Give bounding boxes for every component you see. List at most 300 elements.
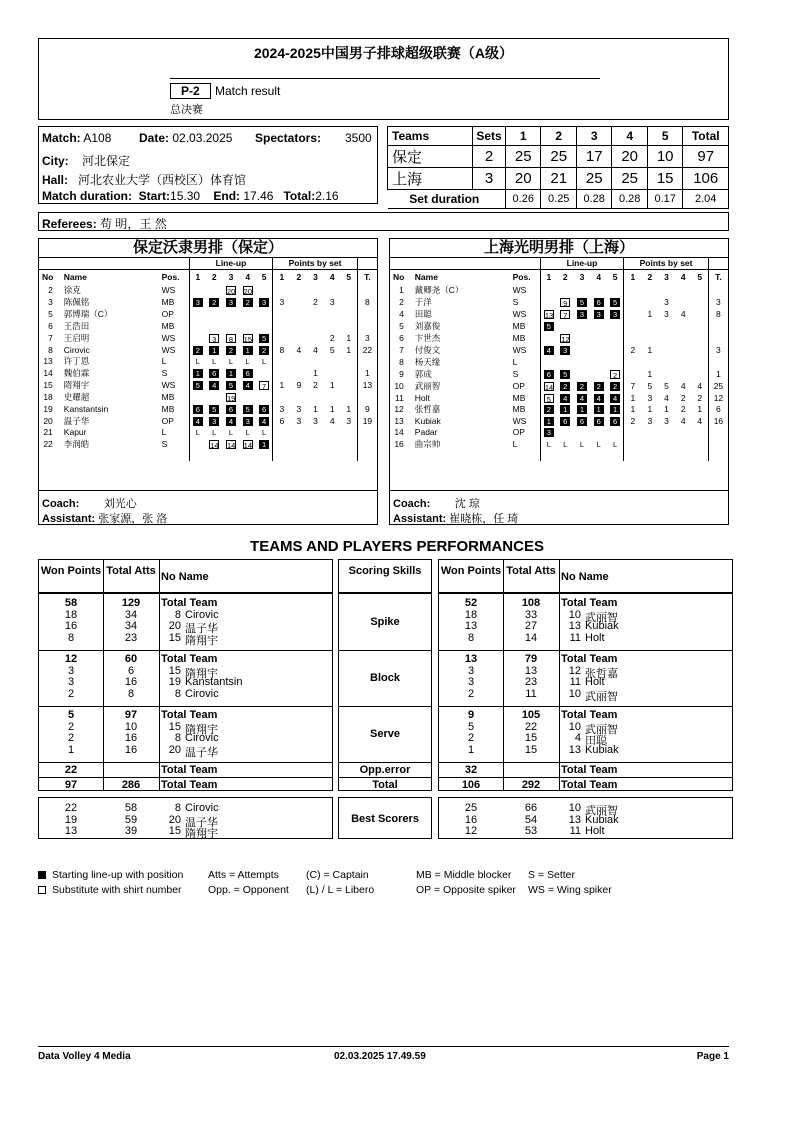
won-points: 52	[464, 597, 478, 609]
player-position: S	[512, 369, 519, 379]
lineup-position: 6	[226, 405, 236, 414]
set-points	[658, 356, 675, 368]
lineup-cell	[223, 332, 240, 344]
team-name: 保定	[388, 146, 473, 168]
won-points: 1	[467, 743, 475, 756]
divider	[339, 777, 431, 778]
lineup-position: 6	[560, 417, 570, 426]
set-points: 3	[329, 297, 335, 307]
player-row	[390, 356, 728, 368]
lineup-cell	[590, 332, 607, 344]
roster-table	[390, 257, 728, 461]
set-points: 2	[313, 297, 318, 307]
lineup-cell	[590, 308, 607, 320]
player-position: WS	[512, 345, 527, 355]
lineup-position: 5	[193, 381, 203, 390]
set-points	[307, 391, 324, 403]
col-lineup-set: 5	[261, 272, 267, 282]
lineup-cell	[206, 355, 223, 367]
lineup-position: 3	[226, 298, 236, 307]
lineup-position: 6	[594, 417, 604, 426]
set-points	[692, 427, 709, 438]
lineup-position: 8	[226, 334, 236, 343]
lineup-cell	[607, 284, 624, 296]
player-total: 1	[357, 367, 377, 379]
set-points	[324, 355, 341, 367]
total-atts: 16	[124, 743, 138, 756]
lineup-position: 2	[544, 405, 554, 414]
player-row	[390, 368, 728, 380]
lineup-cell	[607, 368, 624, 380]
skill-label: Total	[372, 779, 398, 791]
player-position: MB	[512, 333, 526, 343]
player-number: 18	[43, 392, 53, 403]
lineup-cell	[540, 356, 557, 368]
player-name: 戴卿尧（C）	[414, 285, 464, 295]
player-total: 3	[708, 296, 728, 308]
total-atts: 16	[124, 676, 138, 688]
total-atts: 33	[524, 608, 538, 621]
set-points	[658, 427, 675, 438]
lineup-cell	[206, 367, 223, 379]
lineup-cell	[557, 284, 574, 296]
player-row	[390, 296, 728, 308]
set-points	[624, 438, 642, 450]
lineup-position: 9	[560, 298, 570, 307]
lineup-position: 3	[209, 417, 219, 426]
set-points	[692, 296, 709, 308]
set-points	[624, 296, 642, 308]
lineup-position: 2	[610, 382, 620, 391]
lineup-cell	[557, 320, 574, 332]
player-total	[357, 308, 377, 320]
won-points: 5	[67, 709, 75, 721]
set-points	[324, 284, 341, 296]
player-total: 19	[357, 415, 377, 427]
lineup-cell	[590, 438, 607, 450]
total-atts: 60	[124, 653, 138, 665]
set-points	[324, 391, 341, 403]
player-number: 10	[568, 608, 581, 621]
divider	[39, 777, 332, 778]
lineup-position: L	[262, 357, 267, 367]
won-points: 32	[464, 764, 478, 776]
lineup-cell	[189, 403, 206, 414]
player-row	[39, 344, 377, 355]
lineup-cell	[557, 427, 574, 438]
lineup-cell	[557, 403, 574, 415]
lineup-position: 3	[577, 310, 587, 319]
set-points: 4	[680, 415, 686, 426]
set-points: 3	[296, 403, 302, 414]
set-points	[290, 284, 307, 296]
lineup-position: 2	[560, 382, 570, 391]
total-atts-header: Total Atts	[506, 565, 556, 577]
player-row	[39, 296, 377, 308]
set-points: 1	[647, 309, 653, 319]
player-position: MB	[512, 404, 526, 415]
lineup-cell	[607, 380, 624, 392]
lineup-cell	[590, 320, 607, 332]
player-position: WS	[161, 333, 176, 343]
col-points-set: 5	[346, 272, 352, 282]
sets-won: 3	[473, 168, 506, 190]
player-number: 21	[43, 427, 53, 438]
performances-title: TEAMS AND PLAYERS PERFORMANCES	[250, 538, 544, 555]
set-points: 1	[664, 404, 669, 415]
lineup-cell	[223, 284, 240, 296]
set-points: 3	[346, 415, 352, 426]
set-points	[324, 427, 341, 438]
won-points: 9	[467, 709, 475, 721]
lineup-cell	[223, 427, 240, 438]
lineup-position: L	[262, 428, 267, 438]
lineup-cell	[607, 403, 624, 415]
set-points: 4	[680, 309, 686, 319]
player-total: 12	[708, 392, 728, 403]
player-position: MB	[161, 297, 175, 307]
lineup-cell	[607, 356, 624, 368]
header-set-5: 5	[647, 127, 682, 146]
lineup-position: 1	[193, 369, 203, 378]
divider	[559, 560, 560, 592]
lineup-cell	[256, 403, 273, 414]
player-number: 16	[394, 438, 404, 449]
player-row	[390, 392, 728, 403]
player-number: 14	[394, 427, 404, 438]
player-name: Kanstantsin	[63, 403, 109, 414]
lineup-position: 3	[193, 298, 203, 307]
set-points: 1	[313, 403, 318, 414]
match-date: Date: 02.03.2025	[139, 131, 233, 145]
set-points	[675, 368, 692, 380]
set-points	[290, 296, 307, 308]
sets-row-away	[388, 168, 729, 190]
lineup-position: 4	[226, 417, 236, 426]
player-row	[39, 284, 377, 296]
lineup-cell	[223, 403, 240, 414]
player-number: 15	[168, 825, 181, 837]
hall: Hall: 河北农业大学（西校区）体育馆	[42, 173, 247, 187]
set-duration: 0.25	[541, 190, 576, 209]
total-atts: 13	[524, 664, 538, 677]
won-points-header: Won Points	[440, 565, 502, 577]
set-points	[290, 355, 307, 367]
won-points: 3	[67, 664, 75, 677]
player-number: 20	[168, 620, 181, 632]
lineup-position: 1	[243, 346, 253, 355]
player-name: Cirovic	[185, 687, 219, 700]
lineup-cell	[590, 403, 607, 415]
divider	[439, 706, 732, 707]
set-points	[658, 284, 675, 296]
player-row	[39, 367, 377, 379]
player-number: 8	[399, 357, 404, 367]
report-code-badge: P-2	[170, 83, 211, 99]
legend-opp: Opp. = Opponent	[208, 884, 289, 896]
player-name: 郭博瑞（C）	[63, 309, 113, 319]
lineup-cell	[574, 380, 591, 392]
set-points	[273, 367, 291, 379]
set-points	[624, 368, 642, 380]
col-points-set: 1	[273, 270, 291, 285]
set-duration-label: Set duration	[388, 190, 506, 209]
set-duration-row	[388, 190, 729, 209]
player-number: 15	[168, 720, 181, 733]
set-points	[273, 332, 291, 344]
sets-row-home	[388, 146, 729, 168]
set-points	[324, 438, 341, 450]
won-points: 12	[464, 825, 478, 837]
won-points: 25	[464, 802, 478, 814]
lineup-cell	[256, 438, 273, 450]
lineup-cell	[574, 427, 591, 438]
player-name: Cirovic	[185, 732, 219, 744]
lineup-cell	[574, 284, 591, 296]
lineup-position: 6	[594, 298, 604, 307]
total-atts: 16	[124, 732, 138, 744]
lineup-cell	[189, 438, 206, 450]
lineup-cell	[206, 320, 223, 332]
player-position: L	[161, 427, 167, 438]
referees-box	[38, 212, 729, 231]
total-atts: 34	[124, 620, 138, 632]
col-lineup-set: 3	[228, 272, 234, 282]
lineup-cell	[540, 427, 557, 438]
lineup-cell	[223, 391, 240, 403]
set-points: 4	[697, 381, 703, 391]
set-points: 3	[273, 296, 291, 308]
lineup-cell	[540, 320, 557, 332]
player-number: 1	[399, 285, 404, 295]
lineup-cell	[223, 296, 240, 308]
divider	[39, 762, 332, 763]
col-lineup-set: 2	[562, 272, 568, 282]
perf-home-table	[38, 593, 333, 791]
set-duration: 0.17	[647, 190, 682, 209]
lineup-position: 4	[193, 417, 203, 426]
set-points	[675, 427, 692, 438]
set-points	[692, 438, 709, 450]
set-points	[341, 427, 358, 438]
lineup-position: 6	[259, 405, 269, 414]
set-points	[307, 320, 324, 332]
player-name: 田聪	[585, 735, 607, 747]
divider	[339, 706, 431, 707]
open-square-icon	[38, 886, 46, 894]
player-number: 4	[399, 309, 404, 319]
set-points: 1	[346, 403, 352, 414]
set-points	[307, 308, 324, 320]
player-row	[390, 427, 728, 438]
lineup-cell	[557, 380, 574, 392]
set-points: 3	[664, 309, 669, 319]
player-name: Kapur	[63, 427, 87, 438]
player-position: WS	[161, 285, 176, 295]
set-points	[692, 308, 709, 320]
player-position: S	[161, 368, 168, 379]
col-lineup-set: 2	[211, 272, 217, 282]
lineup-cell	[239, 344, 256, 355]
lineup-cell	[239, 403, 256, 414]
lineup-position: 1	[594, 405, 604, 414]
player-total	[708, 284, 728, 296]
player-name: 隋翔宇	[185, 723, 218, 736]
lineup-cell	[590, 344, 607, 356]
lineup-position: 2	[577, 382, 587, 391]
won-points: 13	[464, 653, 478, 665]
player-position: MB	[512, 392, 526, 403]
player-number: 2	[399, 297, 404, 307]
set-points: 4	[664, 392, 669, 403]
player-position: L	[512, 357, 518, 367]
lineup-cell	[557, 392, 574, 403]
match-number: Match: A108	[42, 131, 112, 145]
lineup-position: 1	[259, 440, 269, 449]
lineup-position: 14	[210, 441, 219, 451]
coach: Coach: 沈 琼	[393, 498, 480, 510]
set-points	[341, 284, 358, 296]
player-number: 12	[394, 404, 404, 415]
col-no: No	[42, 272, 54, 282]
no-name-header: No Name	[161, 571, 209, 583]
set-points	[624, 320, 642, 332]
set-points	[658, 344, 675, 356]
player-total: 6	[708, 403, 728, 415]
set-points	[641, 438, 658, 450]
page-title: 2024-2025中国男子排球超级联赛（A级）	[253, 45, 514, 61]
lineup-position: 14	[226, 441, 236, 451]
lineup-cell	[189, 308, 206, 320]
header-set-2: 2	[541, 127, 576, 146]
lineup-position: 4	[544, 346, 554, 355]
set-points: 2	[329, 333, 335, 343]
skill-label: Opp.error	[359, 764, 411, 776]
lineup-position: L	[563, 440, 568, 450]
player-total: 3	[708, 344, 728, 356]
player-number: 11	[394, 392, 404, 403]
total-atts: 22	[524, 720, 538, 733]
lineup-position: 4	[209, 381, 219, 390]
won-points: 3	[67, 676, 75, 688]
lineup-cell	[557, 332, 574, 344]
set-points	[273, 427, 291, 438]
lineup-position: 5	[243, 405, 253, 414]
lineup-position: 20	[243, 287, 253, 297]
won-points: 18	[64, 608, 78, 621]
lineup-position: L	[546, 440, 551, 450]
won-points: 2	[467, 732, 475, 744]
player-name: Cirovic	[185, 608, 219, 621]
player-name: Total Team	[561, 653, 618, 665]
lineup-position: 3	[610, 310, 620, 319]
total-atts: 14	[524, 631, 538, 644]
player-position: OP	[512, 427, 525, 438]
set-points	[290, 332, 307, 344]
lineup-cell	[223, 355, 240, 367]
best-scorers-label: Best Scorers	[351, 813, 419, 825]
no-name-header: No Name	[561, 571, 609, 583]
lineup-position: 2	[193, 346, 203, 355]
set-points: 1	[647, 369, 653, 379]
lineup-position: 12	[561, 335, 570, 345]
lineup-position: 14	[544, 383, 554, 393]
player-number: 12	[568, 664, 581, 677]
lineup-position: 14	[243, 441, 253, 451]
player-number: 20	[168, 743, 181, 756]
set-points	[675, 332, 692, 344]
lineup-cell	[239, 367, 256, 379]
lineup-position: 4	[259, 417, 269, 426]
set-points	[675, 344, 692, 356]
lineup-cell	[574, 296, 591, 308]
set-points	[624, 356, 642, 368]
player-name: 武丽智	[585, 805, 618, 817]
player-name: Cirovic	[185, 802, 219, 814]
player-number: 5	[399, 321, 404, 331]
won-points: 16	[64, 620, 78, 632]
total-atts: 15	[524, 732, 538, 744]
won-points: 2	[67, 720, 75, 733]
lineup-cell	[239, 391, 256, 403]
lineup-cell	[540, 368, 557, 380]
player-position: S	[161, 438, 168, 449]
player-name: 张哲嘉	[414, 404, 441, 415]
total-atts: 58	[124, 802, 138, 814]
lineup-position: 6	[544, 370, 554, 379]
lineup-cell	[206, 296, 223, 308]
player-name: 许丁恩	[63, 356, 90, 367]
total-atts: 59	[124, 813, 138, 826]
lineup-cell	[540, 380, 557, 392]
col-lineup-set: 1	[189, 270, 206, 285]
points-by-set-header: Points by set	[273, 257, 358, 270]
player-row	[390, 320, 728, 332]
set-points	[692, 332, 709, 344]
lineup-cell	[206, 379, 223, 391]
lineup-position: L	[245, 357, 250, 367]
sets-won: 2	[473, 146, 506, 168]
lineup-position: 15	[243, 335, 253, 345]
lineup-position: 5	[544, 394, 554, 403]
set-points	[341, 308, 358, 320]
won-points: 8	[67, 631, 75, 644]
best-scorers-home	[38, 797, 333, 839]
set-points: 2	[680, 404, 686, 415]
lineup-cell	[239, 438, 256, 450]
player-total: 8	[357, 296, 377, 308]
set-points: 2	[697, 392, 703, 403]
won-points: 16	[464, 813, 478, 826]
lineup-cell	[607, 415, 624, 426]
total-score: 106	[683, 168, 729, 190]
set-points: 7	[624, 380, 642, 392]
divider	[170, 78, 600, 79]
away-roster	[389, 238, 729, 525]
lineup-cell	[206, 332, 223, 344]
lineup-cell	[189, 320, 206, 332]
won-points: 1	[67, 743, 75, 756]
player-name: 杨天缘	[414, 357, 441, 367]
total-atts: 34	[124, 608, 138, 621]
player-number: 19	[43, 403, 53, 414]
set-points	[341, 391, 358, 403]
lineup-cell	[574, 392, 591, 403]
lineup-cell	[256, 367, 273, 379]
total-atts: 6	[127, 664, 135, 677]
won-points: 2	[67, 687, 75, 700]
player-row	[39, 438, 377, 450]
